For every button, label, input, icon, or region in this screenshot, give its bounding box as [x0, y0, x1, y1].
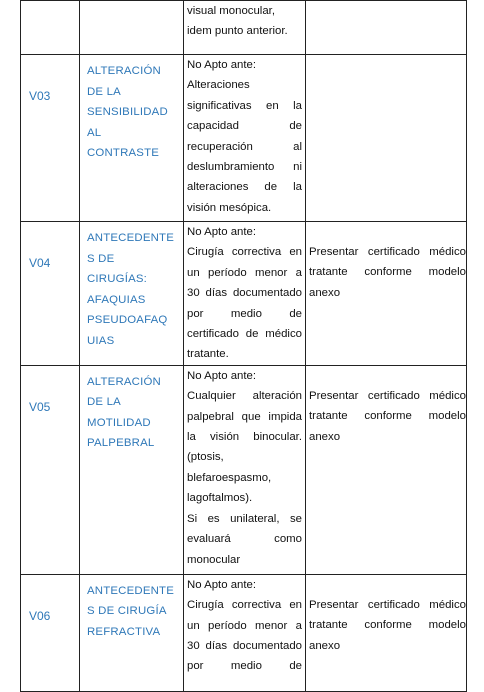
row-criteria-line: capacidad de — [187, 120, 302, 133]
row-criteria-line: por medio de — [187, 660, 302, 673]
row-criteria-cell — [184, 55, 306, 222]
row-name-line: AFAQUIAS — [87, 293, 146, 306]
row-criteria-line: blefaroespasmo, — [187, 471, 272, 484]
row-name-line: MOTILIDAD — [87, 416, 151, 429]
row-name-cell — [80, 574, 184, 691]
row-document-line: Presentar certificado médico — [309, 246, 466, 258]
table-row — [21, 55, 467, 222]
row-document-cell — [306, 365, 467, 574]
row-document-line: anexo — [309, 286, 341, 299]
row-name-line: CONTRASTE — [87, 147, 160, 159]
table-row — [21, 574, 467, 691]
row-criteria-line: 30 días documentado — [187, 287, 302, 300]
row-document-cell — [306, 222, 467, 366]
row-criteria-line: No Apto ante: — [187, 226, 257, 238]
row-document-cell — [306, 574, 467, 691]
row-document-cell — [306, 1, 467, 55]
row-name-line: PSEUDOAFAQ — [87, 314, 168, 326]
table-row — [21, 1, 467, 55]
row-code-cell — [21, 574, 80, 691]
row-name-line: ANTECEDENTE — [87, 584, 175, 597]
row-criteria-line: un período menor a — [187, 266, 302, 279]
row-document-line: anexo — [309, 430, 341, 443]
row-code-cell — [21, 365, 80, 574]
row-name-cell — [80, 55, 184, 222]
row-name-line: UIAS — [87, 334, 115, 347]
row-name-line: DE LA — [87, 85, 121, 98]
row-code: V06 — [29, 608, 51, 623]
table-row — [21, 365, 467, 574]
row-criteria-line: 30 días documentado — [187, 640, 302, 653]
row-name-line: AL — [87, 126, 102, 139]
row-criteria-line: lagoftalmos). — [187, 492, 253, 505]
row-document-cell — [306, 55, 467, 222]
row-document-line: tratante conforme modelo — [309, 410, 466, 423]
row-criteria-line: Alteraciones — [187, 79, 250, 92]
row-criteria-line: idem punto anterior. — [187, 25, 288, 38]
row-name-line: ALTERACIÓN — [87, 375, 161, 388]
row-criteria-cell — [184, 222, 306, 366]
row-code-cell — [21, 55, 80, 222]
row-criteria-line: por medio de — [187, 307, 302, 320]
row-document-line: Presentar certificado médico — [309, 598, 466, 611]
row-criteria-line: alteraciones de la — [187, 181, 302, 194]
row-name-cell — [80, 365, 184, 574]
row-criteria-line: visual monocular, — [187, 5, 276, 17]
row-criteria-line: Si es unilateral, se — [187, 512, 302, 525]
row-document-line: tratante conforme modelo — [309, 266, 466, 279]
row-criteria-line: No Apto ante: — [187, 59, 257, 71]
row-criteria-line: No Apto ante: — [187, 578, 257, 591]
row-name-line: DE LA — [87, 396, 121, 409]
row-name-line: PALPEBRAL — [87, 437, 155, 450]
row-name-line: S DE CIRUGÍA — [87, 605, 167, 618]
row-criteria-line: palpebral que impida — [187, 410, 302, 423]
row-criteria-line: certificado de médico — [187, 328, 302, 341]
row-criteria-cell — [184, 1, 306, 55]
table-row — [21, 222, 467, 366]
row-name-line: S DE — [87, 252, 115, 265]
row-criteria-line: la visión binocular. — [187, 431, 302, 444]
row-name-cell — [80, 1, 184, 55]
row-criteria-line: deslumbramiento ni — [187, 161, 302, 174]
row-criteria-line: un período menor a — [187, 619, 302, 632]
row-criteria-line: (ptosis, — [187, 451, 224, 464]
row-criteria-line: Cirugía correctiva en — [187, 599, 302, 612]
row-code — [21, 1, 79, 35]
row-code: V05 — [29, 399, 51, 414]
row-name-line: ANTECEDENTE — [87, 232, 175, 244]
row-name-line: ALTERACIÓN — [87, 65, 161, 77]
row-name-cell — [80, 222, 184, 366]
row-name-line: SENSIBILIDAD — [87, 106, 168, 118]
requirements-table-body — [21, 1, 467, 692]
row-code: V04 — [29, 256, 51, 270]
row-code-cell — [21, 222, 80, 366]
requirements-table — [20, 0, 467, 692]
row-code: V03 — [29, 89, 51, 103]
row-criteria-cell — [184, 365, 306, 574]
row-name-line: REFRACTIVA — [87, 625, 161, 638]
row-criteria-line: significativas en la — [187, 99, 302, 112]
row-criteria-line: Cualquier alteración — [187, 390, 302, 403]
row-criteria-line: monocular — [187, 553, 241, 566]
row-code-cell — [21, 1, 80, 55]
row-document-line: Presentar certificado médico — [309, 389, 466, 402]
row-document-line: tratante conforme modelo — [309, 619, 466, 632]
row-criteria-line: evaluará como — [187, 533, 302, 546]
row-criteria-line: recuperación al — [187, 140, 302, 153]
row-criteria-line: No Apto ante: — [187, 369, 257, 382]
row-criteria-line: visión mesópica. — [187, 201, 272, 214]
row-criteria-line: Cirugía correctiva en — [187, 246, 302, 259]
row-document-line: anexo — [309, 639, 341, 652]
row-criteria-line: tratante. — [187, 348, 229, 361]
row-criteria-cell — [184, 574, 306, 691]
row-name-line: CIRUGÍAS: — [87, 273, 148, 285]
